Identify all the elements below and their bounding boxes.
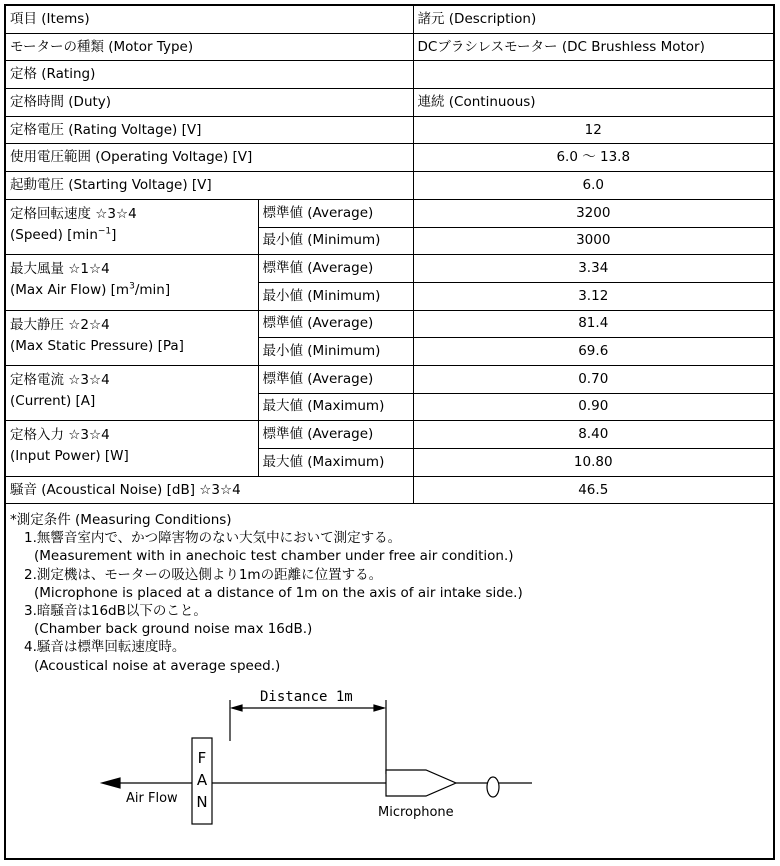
note-1-en: (Measurement with in anechoic test chamber under free air condition.) <box>34 548 514 565</box>
sub-value: 3.12 <box>413 282 773 310</box>
sub-label: 最小値 (Minimum) <box>258 227 413 255</box>
sub-label: 最大値 (Maximum) <box>258 449 413 477</box>
row-value: 連続 (Continuous) <box>413 89 773 117</box>
sub-label: 標準値 (Average) <box>258 199 413 227</box>
group-item-jp: 最大風量 ☆1☆4 <box>10 261 110 278</box>
notes-title: *測定条件 (Measuring Conditions) <box>10 512 232 528</box>
fan-letter-a: A <box>196 771 208 789</box>
dimension-arrow-left <box>232 705 242 711</box>
row-item: 定格時間 (Duty) <box>6 89 413 117</box>
sub-label: 標準値 (Average) <box>258 255 413 283</box>
group-item-en: (Input Power) [W] <box>10 448 129 465</box>
sub-value: 0.90 <box>413 393 773 421</box>
note-4-jp: 4.騒音は標準回転速度時。 <box>24 639 186 656</box>
row-value: 6.0 <box>413 172 773 200</box>
air-flow-arrow <box>102 778 120 788</box>
group-item-en: (Current) [A] <box>10 392 96 409</box>
microphone-label: Microphone <box>378 805 454 820</box>
spec-sheet <box>4 4 775 860</box>
sub-label: 最小値 (Minimum) <box>258 338 413 366</box>
row-item: 起動電圧 (Starting Voltage) [V] <box>6 172 413 200</box>
group-item-jp: 定格入力 ☆3☆4 <box>10 427 110 444</box>
group-item-jp: 定格電流 ☆3☆4 <box>10 371 110 388</box>
sub-value: 0.70 <box>413 365 773 393</box>
group-item-unit-tail: ] <box>111 226 117 243</box>
fan-letter-f: F <box>197 749 207 767</box>
sub-label: 最大値 (Maximum) <box>258 393 413 421</box>
note-1-jp: 1.無響音室内で、かつ障害物のない大気中において測定する。 <box>24 530 402 547</box>
group-item-en: (Max Static Pressure) [Pa] <box>10 337 184 354</box>
sub-value: 81.4 <box>413 310 773 338</box>
fan-letter-n: N <box>196 793 208 811</box>
group-item-unit-sup: 3 <box>129 281 135 292</box>
row-value: DCブラシレスモーター (DC Brushless Motor) <box>413 33 773 61</box>
row-item: 使用電圧範囲 (Operating Voltage) [V] <box>6 144 413 172</box>
note-3-en: (Chamber back ground noise max 16dB.) <box>34 621 313 638</box>
row-value: 12 <box>413 116 773 144</box>
distance-label: Distance 1m <box>260 689 353 705</box>
sub-value: 10.80 <box>413 449 773 477</box>
dimension-arrow-right <box>374 705 384 711</box>
row-item: モーターの種類 (Motor Type) <box>6 33 413 61</box>
header-description: 諸元 (Description) <box>413 6 773 33</box>
row-item: 定格電圧 (Rating Voltage) [V] <box>6 116 413 144</box>
air-flow-label: Air Flow <box>126 791 178 806</box>
note-2-en: (Microphone is placed at a distance of 1m on the axis of air intake side.) <box>34 584 523 601</box>
header-items: 項目 (Items) <box>6 6 413 33</box>
row-value: 6.0 ～ 13.8 <box>413 144 773 172</box>
group-item-unit-tail: /min] <box>134 282 171 299</box>
row-item: 定格 (Rating) <box>6 61 413 89</box>
sub-label: 標準値 (Average) <box>258 421 413 449</box>
group-item-unit-sup: −1 <box>97 226 112 237</box>
group-item-en: (Max Air Flow) [m <box>10 282 130 299</box>
group-item-en: (Speed) [min <box>10 226 98 243</box>
sub-label: 標準値 (Average) <box>258 365 413 393</box>
sub-value: 3000 <box>413 227 773 255</box>
sub-value: 3.34 <box>413 255 773 283</box>
note-2-jp: 2.測定機は、モーターの吸込側より1mの距離に位置する。 <box>24 566 383 583</box>
sub-value: 8.40 <box>413 421 773 449</box>
sub-value: 3200 <box>413 199 773 227</box>
sub-label: 標準値 (Average) <box>258 310 413 338</box>
sub-label: 最小値 (Minimum) <box>258 282 413 310</box>
note-4-en: (Acoustical noise at average speed.) <box>34 657 281 674</box>
group-item-jp: 最大静圧 ☆2☆4 <box>10 316 110 333</box>
measurement-diagram <box>6 6 773 858</box>
note-3-jp: 3.暗騒音は16dB以下のこと。 <box>24 603 207 620</box>
noise-value: 46.5 <box>413 476 773 504</box>
microphone-icon <box>386 770 456 796</box>
cable-loop-icon <box>487 777 499 797</box>
noise-item: 騒音 (Acoustical Noise) [dB] ☆3☆4 <box>6 476 413 504</box>
group-item-jp: 定格回転速度 ☆3☆4 <box>10 205 137 222</box>
sub-value: 69.6 <box>413 338 773 366</box>
